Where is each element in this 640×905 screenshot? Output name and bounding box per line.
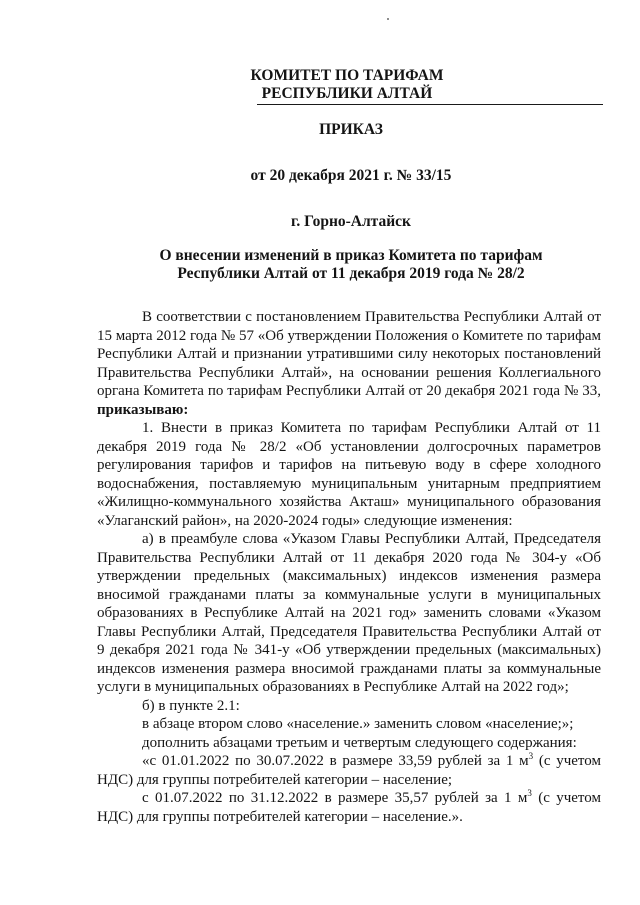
paragraph-add-clauses: дополнить абзацами третьим и четвертым следующего содержания: — [142, 734, 577, 751]
tariff-first-text-b: (с учетом НДС) для группы потребителей категории – население; — [97, 753, 601, 788]
document-body — [97, 308, 601, 826]
tariff-second-text-a: с 01.07.2022 по 31.12.2022 в размере 35,57 рублей за 1 м — [142, 790, 528, 806]
org-name-line2: РЕСПУБЛИКИ АЛТАЙ — [261, 85, 433, 102]
header-divider — [257, 104, 603, 105]
paragraph-item-b: б) в пункте 2.1: — [142, 697, 240, 714]
document-title-line2: Республики Алтай от 11 декабря 2019 года № 28/2 — [177, 265, 525, 282]
org-name-line1: КОМИТЕТ ПО ТАРИФАМ — [250, 67, 444, 84]
document-date-number: от 20 декабря 2021 г. № 33/15 — [250, 167, 452, 184]
document-city: г. Горно-Алтайск — [291, 213, 411, 230]
cubic-superscript: 3 — [527, 788, 532, 798]
paragraph-replace-word: в абзаце втором слово «население.» заменить словом «население;»; — [142, 716, 574, 732]
scan-speck — [387, 18, 389, 20]
paragraph-item-a: а) в преамбуле слова «Указом Главы Республики Алтай, Председателя Правительства Республики Алтай от 11 декабря 2020 года № 304-у «Об утверждении предельных (максимальных) индексов изменения размера вносимой гражданами платы за коммунальные услуги в муниципальных образованиях в Республике Алтай на 2021 год» заменить словами «Указом Главы Республики Алтай, Председателя Правительства Республики Алтай от 9 декабря 2021 года № 341-у «Об утверждении предельных (максимальных) индексов изменения размера вносимой гражданами платы за коммунальные услуги в муниципальных образованиях в Республике Алтай на 2022 год»; — [97, 531, 601, 695]
document-title-line1: О внесении изменений в приказ Комитета по тарифам — [159, 247, 543, 264]
preamble-text: В соответствии с постановлением Правительства Республики Алтай от 15 марта 2012 года № 57 «Об утверждении Положения о Комитете по тарифам Республики Алтай и признании утратившими силу некоторых постановлений Правительства Республики Алтай», на основании решения Коллегиального органа Комитета по тарифам Республики Алтай от 20 декабря 2021 года № 33, — [97, 309, 601, 399]
paragraph-tariff-second-half — [97, 789, 601, 826]
tariff-second-text-b: (с учетом НДС) для группы потребителей категории – население.». — [97, 790, 601, 825]
cubic-superscript: 3 — [528, 751, 534, 761]
paragraph-tariff-first-half — [97, 752, 601, 789]
document-type: ПРИКАЗ — [319, 121, 383, 138]
order-keyword: приказываю: — [97, 401, 189, 418]
paragraph-item-1: 1. Внести в приказ Комитета по тарифам Республики Алтай от 11 декабря 2019 года № 28/2 «Об установлении долгосрочных параметров регулирования тарифов и тарифов на питьевую воду в сфере холодного водоснабжения, поставляемую муниципальным унитарным предприятием «Жилищно-коммунального хозяйства Акташ» муниципального образования «Улаганский район», на 2020-2024 годы» следующие изменения: — [97, 420, 601, 529]
tariff-first-text-a: «с 01.01.2022 по 30.07.2022 в размере 33,59 рублей за 1 м — [142, 753, 529, 769]
paragraph-preamble — [97, 308, 601, 419]
